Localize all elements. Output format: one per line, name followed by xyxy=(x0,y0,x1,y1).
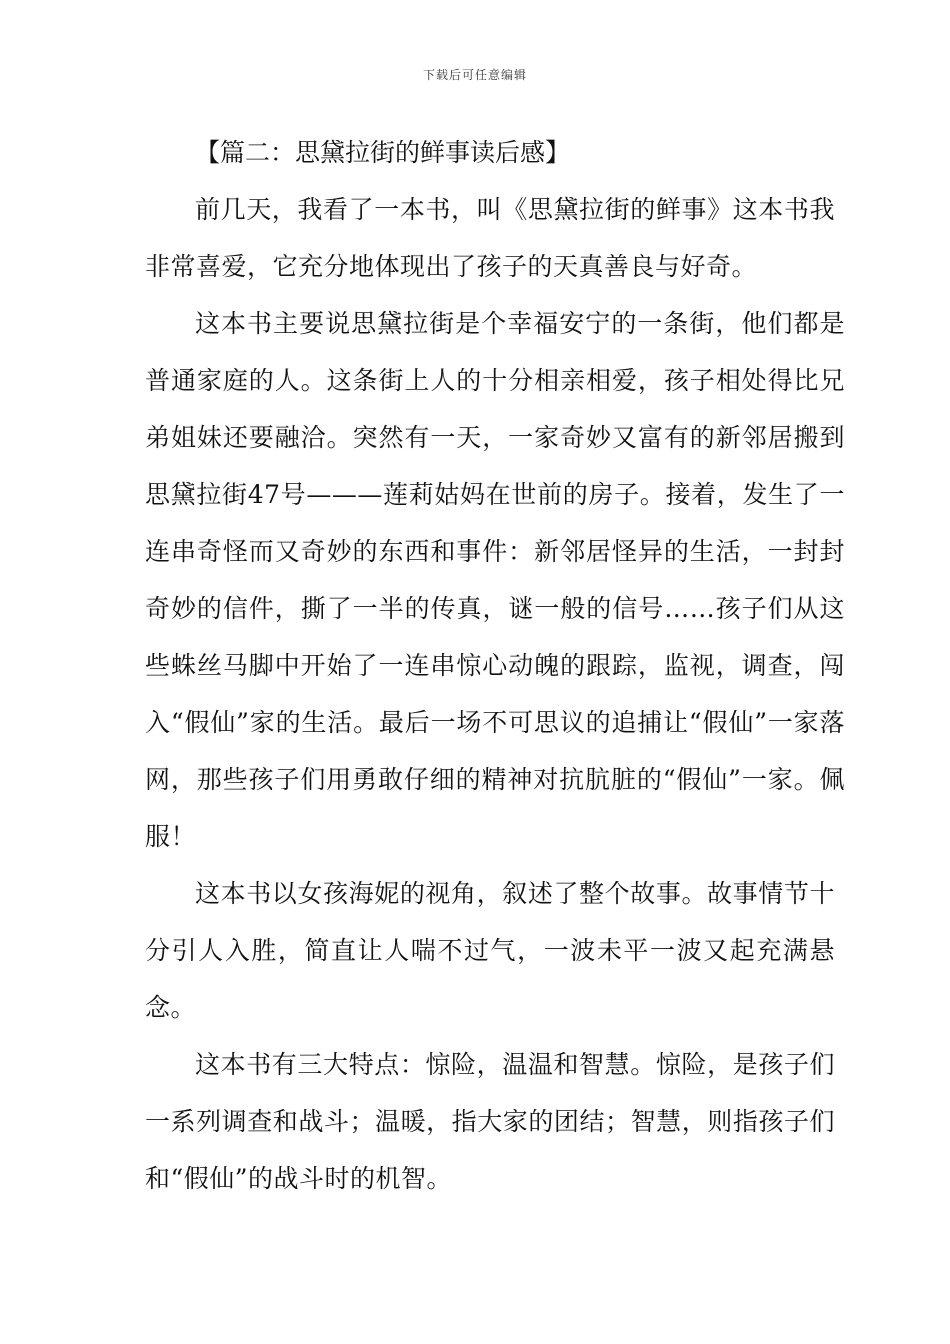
paragraph-2: 这本书主要说思黛拉街是个幸福安宁的一条街，他们都是普通家庭的人。这条街上人的十分相亲相爱，孩子相处得比兄弟姐妹还要融洽。突然有一天，一家奇妙又富有的新邻居搬到思黛拉街47号———莲莉姑妈在世前的房子。接着，发生了一连串奇怪而又奇妙的东西和事件：新邻居怪异的生活，一封封奇妙的信件，撕了一半的传真，谜一般的信号……孩子们从这些蛛丝马脚中开始了一连串惊心动魄的跟踪，监视，调查，闯入“假仙”家的生活。最后一场不可思议的追捕让“假仙”一家落网，那些孩子们用勇敢仔细的精神对抗肮脏的“假仙”一家。佩服！ xyxy=(145,309,845,851)
paragraph-3: 这本书以女孩海妮的视角，叙述了整个故事。故事情节十分引人入胜，简直让人喘不过气，一波未平一波又起充满悬念。 xyxy=(145,879,835,1022)
document-body xyxy=(145,124,845,1207)
paragraph-4: 这本书有三大特点：惊险，温温和智慧。惊险，是孩子们一系列调查和战斗；温暖，指大家的团结；智慧，则指孩子们和“假仙”的战斗时的机智。 xyxy=(145,1050,835,1193)
page-header-note: 下载后可任意编辑 xyxy=(422,68,527,82)
document-title: 【篇二：思黛拉街的鲜事读后感】 xyxy=(195,138,571,167)
paragraph-1: 前几天，我看了一本书，叫《思黛拉街的鲜事》这本书我非常喜爱，它充分地体现出了孩子的天真善良与好奇。 xyxy=(145,195,835,281)
